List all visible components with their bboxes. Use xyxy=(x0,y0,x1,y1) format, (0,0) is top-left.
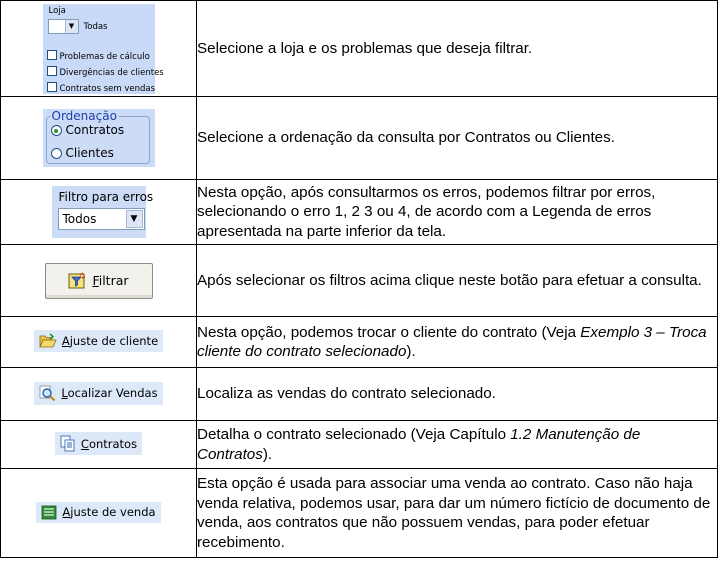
table-row xyxy=(1,469,718,558)
magnifier-icon xyxy=(39,385,56,402)
description-cell: Nesta opção, após consultarmos os erros, podemos filtrar por erros, selecionando o erro 1, 2 3 ou 4, de acordo com a Legenda de erros apresentada na parte inferior da tela. xyxy=(197,180,718,245)
radio-unselected-icon[interactable] xyxy=(51,148,62,159)
checkbox-box[interactable] xyxy=(47,82,57,92)
checkbox-label: Divergências de clientes xyxy=(59,67,164,78)
widget-cell xyxy=(1,180,197,245)
radio-contracts[interactable] xyxy=(51,123,125,137)
checkbox-label: Problemas de cálculo xyxy=(59,51,150,62)
store-combo-value: Todas xyxy=(83,21,108,32)
description-cell: Localiza as vendas do contrato selecionado. xyxy=(197,368,718,421)
widget-cell xyxy=(1,245,197,317)
ordering-panel xyxy=(43,109,155,167)
filter-icon xyxy=(68,272,86,290)
folder-open-icon xyxy=(39,333,57,349)
filter-button[interactable] xyxy=(45,263,153,299)
checkbox-client-divergences[interactable] xyxy=(47,66,164,78)
checkbox-box[interactable] xyxy=(47,66,57,76)
adjust-sale-label: Ajuste de venda xyxy=(62,505,156,519)
find-sales-label: Localizar Vendas xyxy=(61,386,158,400)
adjust-client-label: Ajuste de cliente xyxy=(61,334,159,348)
table-row xyxy=(1,245,718,317)
description-cell: Selecione a loja e os problemas que deseja filtrar. xyxy=(197,1,718,97)
description-cell: Detalha o contrato selecionado (Veja Capítulo 1.2 Manutenção de Contratos). xyxy=(197,421,718,469)
description-cell: Nesta opção, podemos trocar o cliente do contrato (Veja Exemplo 3 – Troca cliente do contrato selecionado). xyxy=(197,317,718,368)
error-filter-value: Todos xyxy=(62,212,97,226)
contracts-button[interactable] xyxy=(55,432,142,455)
error-filter-panel xyxy=(52,186,154,238)
store-combo[interactable] xyxy=(48,19,79,34)
table-row xyxy=(1,368,718,421)
table-row xyxy=(1,180,718,245)
table-row xyxy=(1,317,718,368)
radio-clients[interactable] xyxy=(51,146,114,160)
checkbox-contracts-no-sales[interactable] xyxy=(47,82,156,94)
widget-cell xyxy=(1,368,197,421)
adjust-sale-button[interactable] xyxy=(36,502,160,523)
widget-cell xyxy=(1,97,197,180)
error-filter-label: Filtro para erros xyxy=(58,190,154,204)
checkbox-label: Contratos sem vendas xyxy=(59,83,156,94)
widget-cell xyxy=(1,469,197,558)
error-filter-select[interactable] xyxy=(58,208,145,230)
chevron-down-icon[interactable]: ▼ xyxy=(65,20,78,33)
find-sales-button[interactable] xyxy=(34,382,162,405)
store-label: Loja xyxy=(48,5,66,16)
table-row xyxy=(1,97,718,180)
adjust-client-button[interactable] xyxy=(34,330,163,352)
store-filter-panel xyxy=(43,4,164,94)
list-icon xyxy=(41,505,57,520)
radio-selected-icon[interactable] xyxy=(51,125,62,136)
checkbox-box[interactable] xyxy=(47,50,57,60)
filter-button-label: Filtrar xyxy=(92,273,129,288)
widget-cell xyxy=(1,421,197,469)
ordering-legend: Ordenação xyxy=(51,109,117,123)
checkbox-calc-problems[interactable] xyxy=(47,50,150,62)
description-cell: Esta opção é usada para associar uma venda ao contrato. Caso não haja venda relativa, podemos usar, para dar um número fictício de documento de venda, aos contratos que não possuem vendas, para poder efetuar recebimento. xyxy=(197,469,718,558)
widget-cell xyxy=(1,317,197,368)
widget-cell xyxy=(1,1,197,97)
radio-label: Contratos xyxy=(65,123,125,137)
radio-label: Clientes xyxy=(65,146,114,160)
chevron-down-icon[interactable]: ▼ xyxy=(126,210,143,228)
documents-icon xyxy=(60,435,76,452)
table-row xyxy=(1,421,718,469)
description-cell: Selecione a ordenação da consulta por Contratos ou Clientes. xyxy=(197,97,718,180)
table-row xyxy=(1,1,718,97)
contracts-label: Contratos xyxy=(80,436,138,451)
description-cell: Após selecionar os filtros acima clique neste botão para efetuar a consulta. xyxy=(197,245,718,317)
